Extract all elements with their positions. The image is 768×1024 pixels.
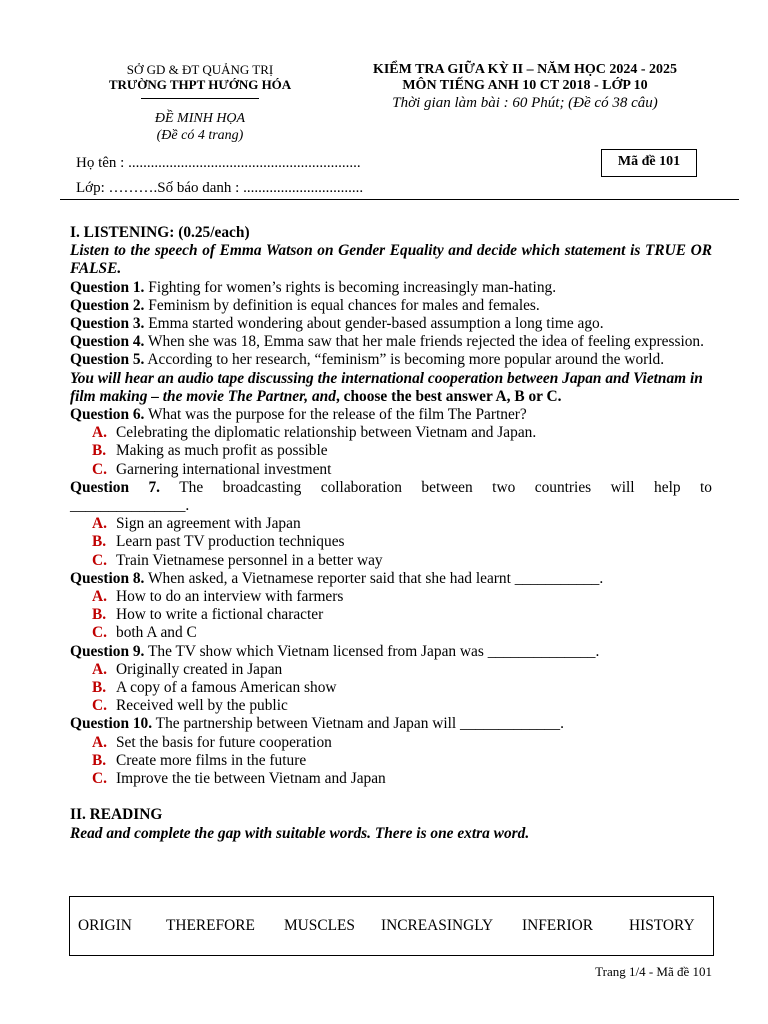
word-bank-item: INCREASINGLY	[381, 917, 494, 934]
question-5: Question 5. According to her research, “feminism” is becoming more popular around the world.	[70, 351, 665, 369]
question-4: Question 4. When she was 18, Emma saw that her male friends rejected the idea of feeling expression.	[70, 333, 704, 351]
exam-time-note: Thời gian làm bài : 60 Phút; (Đề có 38 câu)	[392, 95, 658, 111]
word-bank-item: ORIGIN	[78, 917, 132, 934]
header-left	[60, 62, 340, 144]
q10-option-c[interactable]: C. Improve the tie between Vietnam and Japan	[92, 770, 386, 788]
q7-option-c[interactable]: C. Train Vietnamese personnel in a better way	[92, 551, 383, 569]
q7-option-b[interactable]: B. Learn past TV production techniques	[92, 533, 345, 551]
q6-option-c[interactable]: C. Garnering international investment	[92, 460, 332, 478]
q9-option-c[interactable]: C. Received well by the public	[92, 697, 288, 715]
exam-content	[70, 224, 712, 843]
q9-option-b[interactable]: B. A copy of a famous American show	[92, 679, 337, 697]
q10-option-b[interactable]: B. Create more films in the future	[92, 751, 307, 769]
q8-option-c[interactable]: C. both A and C	[92, 624, 197, 642]
page-footer: Trang 1/4 - Mã đề 101	[595, 964, 712, 979]
sample-exam-label: ĐỀ MINH HỌA	[154, 111, 246, 126]
question-10: Question 10. The partnership between Vietnam and Japan will _____________.	[70, 715, 564, 733]
word-bank-item: THEREFORE	[166, 917, 255, 934]
name-field[interactable]: Họ tên : ..............................................................	[76, 155, 361, 171]
question-9: Question 9. The TV show which Vietnam licensed from Japan was ______________.	[70, 642, 600, 660]
reading-instruction: Read and complete the gap with suitable words. There is one extra word.	[70, 824, 530, 842]
question-7-blank: _______________.	[70, 497, 190, 515]
exam-title: KIỂM TRA GIỮA KỲ II – NĂM HỌC 2024 - 2025	[372, 62, 678, 77]
reading-heading: II. READING	[70, 806, 163, 824]
word-bank-item: INFERIOR	[522, 917, 593, 934]
school-name: TRƯỜNG THPT HƯỚNG HÓA	[108, 77, 292, 92]
department-name: SỞ GD & ĐT QUẢNG TRỊ	[126, 62, 274, 77]
question-7: Question 7. The broadcasting collaboration between two countries will help to	[70, 478, 712, 496]
question-2: Question 2. Feminism by definition is equal chances for males and females.	[70, 296, 540, 314]
exam-code-box: Mã đề 101	[601, 149, 697, 177]
class-id-field[interactable]: Lớp: ……….Số báo danh : ................................	[76, 180, 364, 196]
word-bank-item: HISTORY	[629, 917, 695, 934]
q7-option-a[interactable]: A. Sign an agreement with Japan	[92, 515, 301, 533]
header-rule	[60, 199, 739, 200]
q6-option-a[interactable]: A. Celebrating the diplomatic relationship between Vietnam and Japan.	[92, 424, 537, 442]
question-3: Question 3. Emma started wondering about gender-based assumption a long time ago.	[70, 315, 604, 333]
q10-option-a[interactable]: A. Set the basis for future cooperation	[92, 733, 332, 751]
word-bank-box	[69, 896, 714, 956]
q8-option-a[interactable]: A. How to do an interview with farmers	[92, 588, 344, 606]
exam-subject: MÔN TIẾNG ANH 10 CT 2018 - LỚP 10	[402, 78, 648, 93]
listening-instruction-1: Listen to the speech of Emma Watson on Gender Equality and decide which statement is TRUE OR FALSE.	[70, 242, 712, 278]
q8-option-b[interactable]: B. How to write a fictional character	[92, 606, 324, 624]
question-8: Question 8. When asked, a Vietnamese reporter said that she had learnt ___________.	[70, 569, 604, 587]
q6-option-b[interactable]: B. Making as much profit as possible	[92, 442, 328, 460]
listening-heading: I. LISTENING: (0.25/each)	[70, 224, 250, 241]
question-6: Question 6. What was the purpose for the release of the film The Partner?	[70, 406, 527, 424]
header-right	[340, 62, 710, 113]
listening-instruction-2: You will hear an audio tape discussing the international cooperation between Japan and Vietnam in film making – the movie The Partner, and, choose the best answer A, B or C.	[70, 369, 703, 405]
header-divider	[141, 98, 259, 99]
word-bank-item: MUSCLES	[284, 917, 355, 934]
question-1: Question 1. Fighting for women’s rights is becoming increasingly man-hating.	[70, 278, 557, 296]
pages-note: (Đề có 4 trang)	[156, 128, 244, 143]
q9-option-a[interactable]: A. Originally created in Japan	[92, 660, 283, 678]
